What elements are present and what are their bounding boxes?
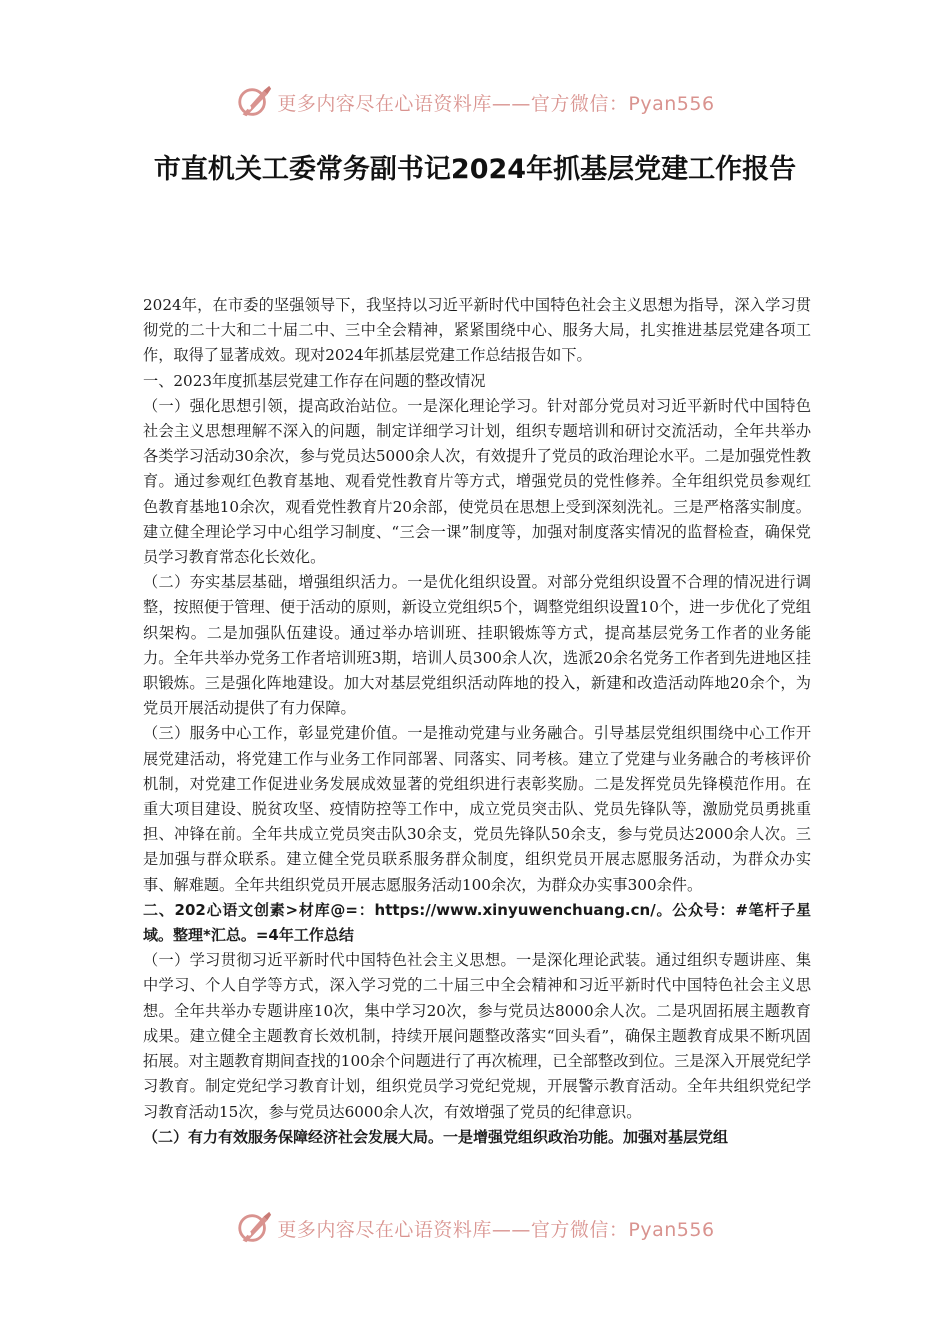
paragraph-1-3: （三）服务中心工作，彰显党建价值。一是推动党建与业务融合。引导基层党组织围绕中心工作开展党建活动，将党建工作与业务工作同部署、同落实、同考核。建立了党建与业务融合的考核评价机制，对党建工作促进业务发展成效显著的党组织进行表彰奖励。二是发挥党员先锋模范作用。在重大项目建设、脱贫攻坚、疫情防控等工作中，成立党员突击队、党员先锋队等，激励党员勇挑重担、冲锋在前。全年共成立党员突击队30余支，党员先锋队50余支，参与党员达2000余人次。三是加强与群众联系。建立健全党员联系服务群众制度，组织党员开展志愿服务活动，为群众办实事、解难题。全年共组织党员开展志愿服务活动100余次，为群众办实事300余件。 <box>143 724 811 894</box>
paragraph-intro: 2024年，在市委的坚强领导下，我坚持以习近平新时代中国特色社会主义思想为指导，深入学习贯彻党的二十大和二十届二中、三中全会精神，紧紧围绕中心、服务大局，扎实推进基层党建各项工作，取得了显著成效。现对2024年抓基层党建工作总结报告如下。 <box>143 296 811 365</box>
paragraph-1-2: （二）夯实基层基础，增强组织活力。一是优化组织设置。对部分党组织设置不合理的情况进行调整，按照便于管理、便于活动的原则，新设立党组织5个，调整党组织设置10个，进一步优化了党组织架构。二是加强队伍建设。通过举办培训班、挂职锻炼等方式，提高基层党务工作者的业务能力。全年共举办党务工作者培训班3期，培训人员300余人次，选派20余名党务工作者到先进地区挂职锻炼。三是强化阵地建设。加大对基层党组织活动阵地的投入，新建和改造活动阵地20余个，为党员开展活动提供了有力保障。 <box>143 573 811 718</box>
watermark-text: 更多内容尽在心语资料库——官方微信：Pyan556 <box>277 92 715 115</box>
paragraph-2-1: （一）学习贯彻习近平新时代中国特色社会主义思想。一是深化理论武装。通过组织专题讲座、集中学习、个人自学等方式，深入学习党的二十届三中全会精神和习近平新时代中国特色社会主义思想。全年共举办专题讲座10次，集中学习20次，参与党员达8000余人次。二是巩固拓展主题教育成果。建立健全主题教育长效机制，持续开展问题整改落实“回头看”，确保主题教育成果不断巩固拓展。对主题教育期间查找的100余个问题进行了再次梳理，已全部整改到位。三是深入开展党纪学习教育。制定党纪学习教育计划，组织党员学习党纪党规，开展警示教育活动。全年共组织党纪学习教育活动15次，参与党员达6000余人次，有效增强了党员的纪律意识。 <box>143 951 811 1121</box>
watermark-banner-bottom <box>0 1208 950 1248</box>
watermark-text: 更多内容尽在心语资料库——官方微信：Pyan556 <box>277 1218 715 1241</box>
document-title: 市直机关工委常务副书记2024年抓基层党建工作报告 <box>153 154 797 185</box>
pen-nib-logo-icon <box>235 1209 273 1247</box>
paragraph-2-2: （二）有力有效服务保障经济社会发展大局。一是增强党组织政治功能。加强对基层党组 <box>143 1127 729 1146</box>
paragraph-1-1: （一）强化思想引领，提高政治站位。一是深化理论学习。针对部分党员对习近平新时代中国特色社会主义思想理解不深入的问题，制定详细学习计划，组织专题培训和研讨交流活动，全年共举办各类学习活动30余次，参与党员达5000余人次，有效提升了党员的政治理论水平。二是加强党性教育。通过参观红色教育基地、观看党性教育片等方式，增强党员的党性修养。全年组织党员参观红色教育基地10余次，观看党性教育片20余部，使党员在思想上受到深刻洗礼。三是严格落实制度。建立健全理论学习中心组学习制度、“三会一课”制度等，加强对制度落实情况的监督检查，确保党员学习教育常态化长效化。 <box>143 396 811 567</box>
section-heading-1: 一、2023年度抓基层党建工作存在问题的整改情况 <box>143 371 486 390</box>
pen-nib-logo-icon <box>235 83 273 121</box>
document-body <box>143 293 811 1150</box>
section-heading-2: 二、202心语文创素>材库@=：https://www.xinyuwenchuang.cn/。公众号：#笔杆子星域。整理*汇总。=4年工作总结 <box>143 900 811 945</box>
watermark-banner-top <box>0 82 950 122</box>
